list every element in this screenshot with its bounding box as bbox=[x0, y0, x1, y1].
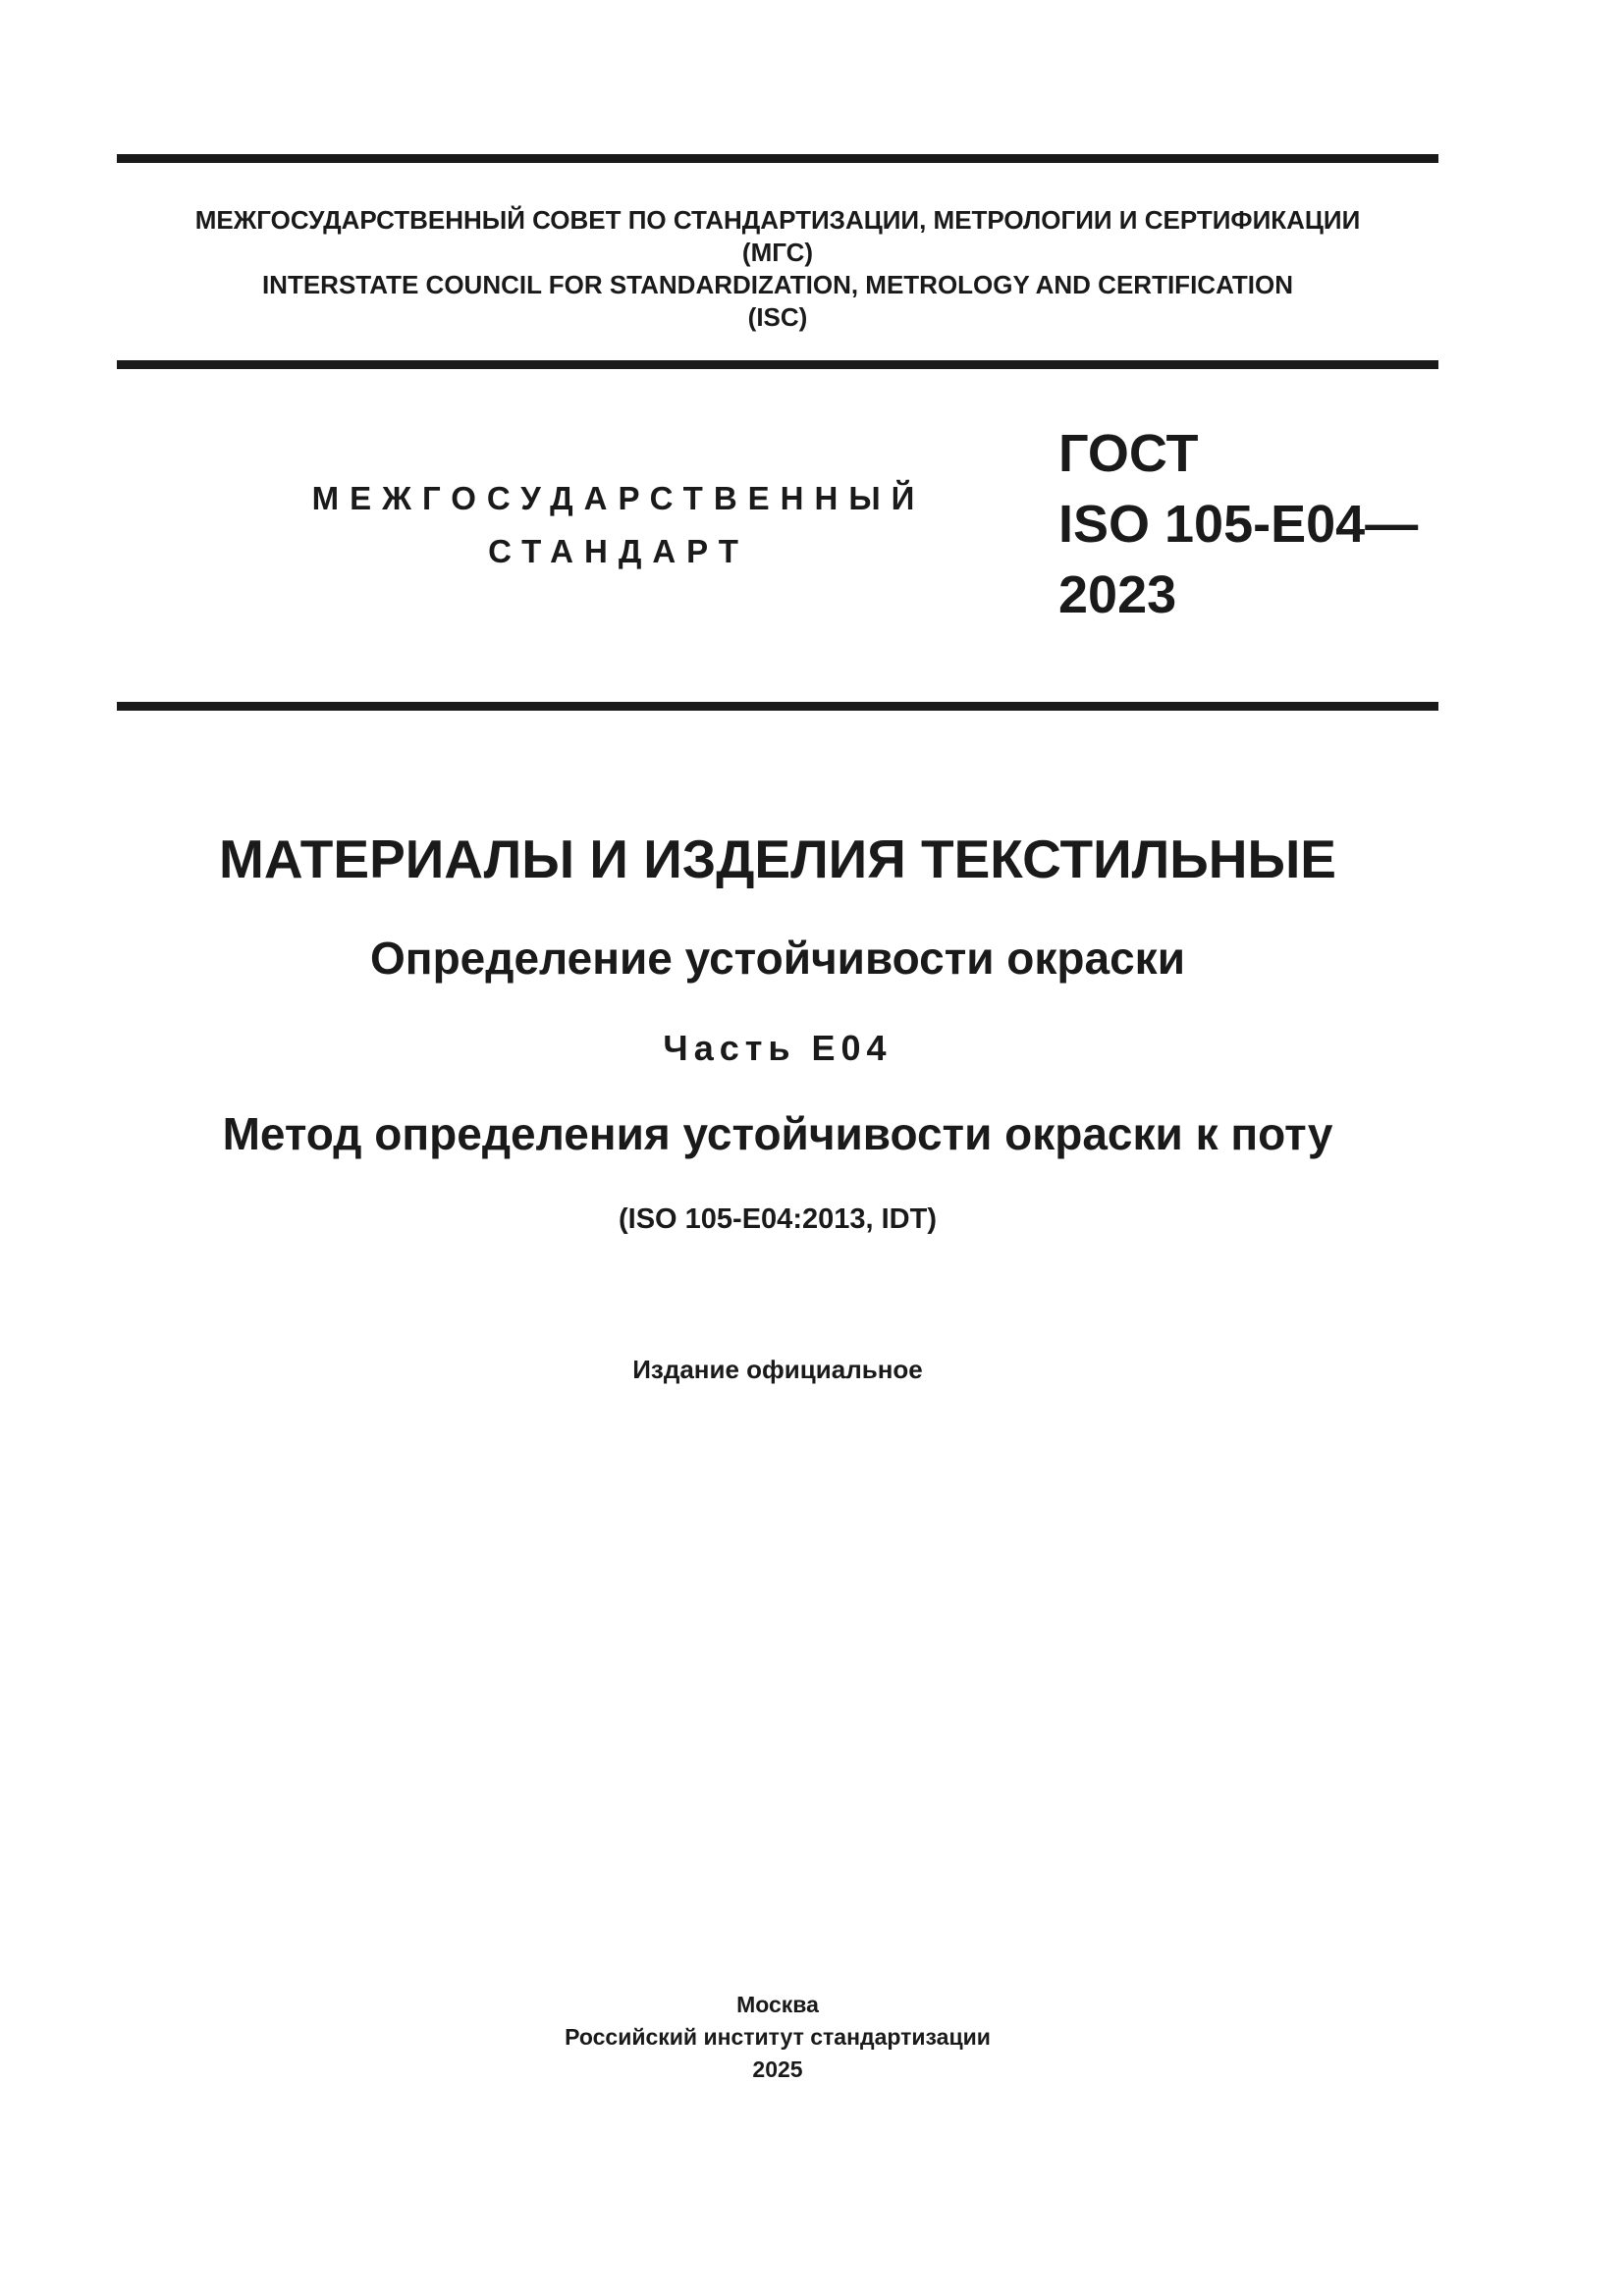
council-name-ru: МЕЖГОСУДАРСТВЕННЫЙ СОВЕТ ПО СТАНДАРТИЗАЦИИ, МЕТРОЛОГИИ И СЕРТИФИКАЦИИ bbox=[194, 205, 1361, 235]
document-subtitle: Определение устойчивости окраски bbox=[370, 933, 1185, 984]
document-part: Часть E04 bbox=[663, 1028, 893, 1068]
designation-line2: ISO 105-E04— bbox=[1058, 495, 1419, 554]
council-name-en: INTERSTATE COUNCIL FOR STANDARDIZATION, METROLOGY AND CERTIFICATION bbox=[261, 270, 1294, 299]
bottom-rule bbox=[117, 702, 1438, 711]
standard-type-line1: МЕЖГОСУДАРСТВЕННЫЙ bbox=[311, 480, 926, 516]
top-rule bbox=[117, 154, 1438, 163]
document-title: МАТЕРИАЛЫ И ИЗДЕЛИЯ ТЕКСТИЛЬНЫЕ bbox=[219, 828, 1336, 889]
standard-type bbox=[275, 472, 962, 578]
imprint bbox=[117, 1989, 1438, 2086]
standard-type-line2: СТАНДАРТ bbox=[488, 533, 749, 569]
council-abbr-ru: (МГС) bbox=[741, 238, 814, 267]
standard-designation bbox=[1058, 418, 1418, 630]
council-abbr-en: (ISC) bbox=[747, 302, 808, 332]
imprint-year: 2025 bbox=[752, 2056, 803, 2082]
iso-reference: (ISO 105-E04:2013, IDT) bbox=[619, 1203, 937, 1235]
edition-note: Издание официальное bbox=[632, 1355, 923, 1384]
designation-line3: 2023 bbox=[1058, 565, 1177, 624]
document-method-title: Метод определения устойчивости окраски к поту bbox=[222, 1108, 1333, 1159]
council-header bbox=[117, 204, 1438, 334]
middle-rule bbox=[117, 360, 1438, 369]
imprint-city: Москва bbox=[736, 1992, 819, 2017]
imprint-publisher: Российский институт стандартизации bbox=[565, 2024, 991, 2050]
designation-line1: ГОСТ bbox=[1058, 424, 1199, 483]
